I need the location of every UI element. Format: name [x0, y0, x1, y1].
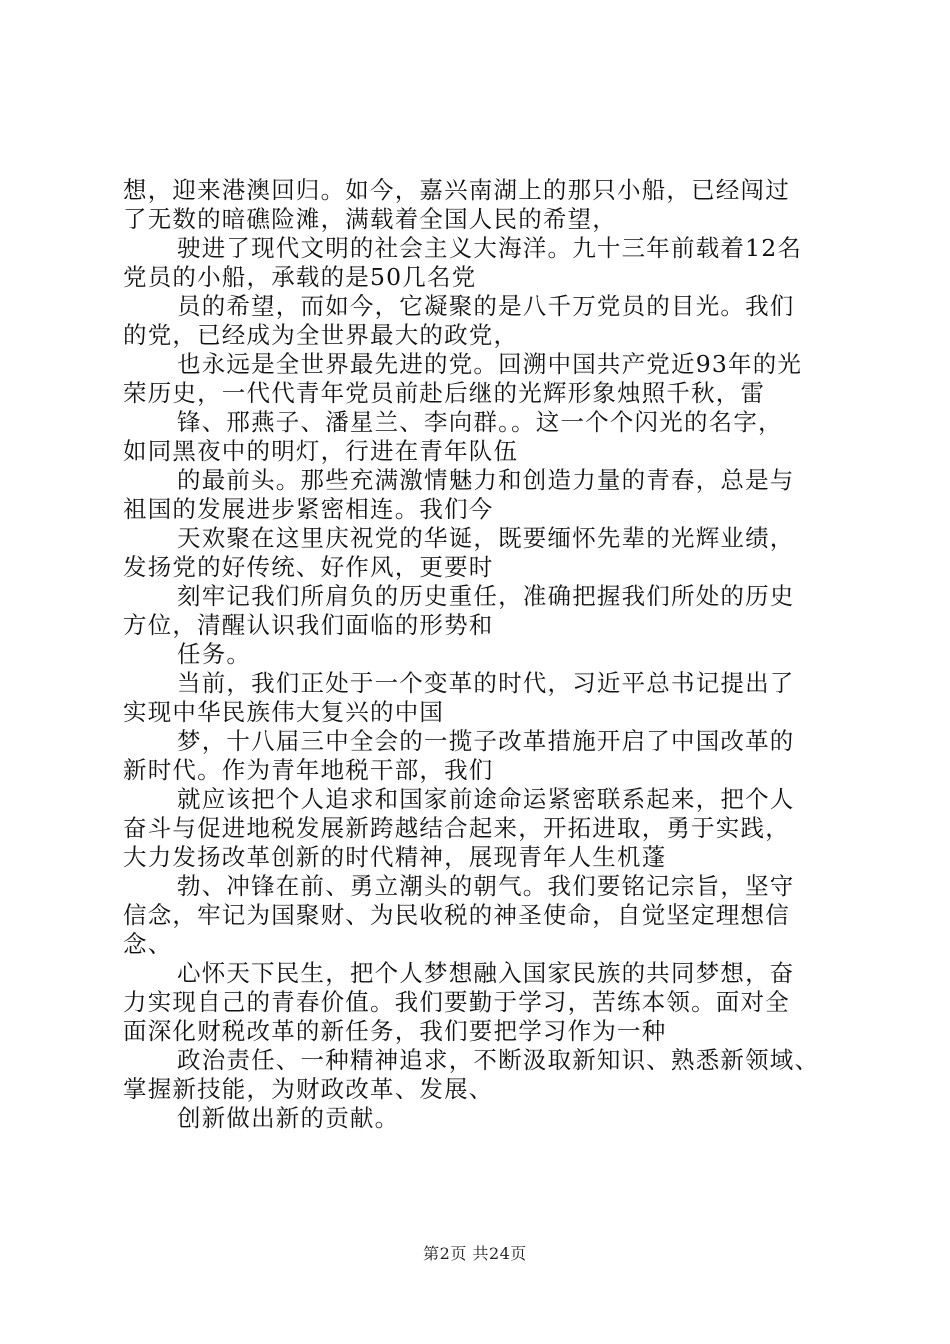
page-footer: 第2页 共24页 — [423, 1244, 527, 1263]
text-line: 荣历史，一代代青年党员前赴后继的光辉形象烛照千秋，雷 — [123, 379, 766, 407]
text-line: 方位，清醒认识我们面临的形势和 — [123, 611, 494, 639]
text-line: 天欢聚在这里庆祝党的华诞，既要缅怀先辈的光辉业绩， — [177, 524, 795, 552]
text-line: 了无数的暗礁险滩，满载着全国人民的希望， — [123, 205, 617, 233]
text-line: 当前，我们正处于一个变革的时代，习近平总书记提出了 — [177, 669, 795, 697]
text-line: 的最前头。那些充满激情魅力和创造力量的青春，总是与 — [177, 466, 795, 494]
text-line: 发扬党的好传统、好作风，更要时 — [123, 553, 494, 581]
text-line: 梦，十八届三中全会的一揽子改革措施开启了中国改革的 — [177, 727, 795, 755]
text-line: 政治责任、一种精神追求，不断汲取新知识、熟悉新领域、 — [177, 1046, 820, 1074]
text-line: 信念，牢记为国聚财、为民收税的神圣使命，自觉坚定理想信 — [123, 901, 790, 929]
text-line: 想，迎来港澳回归。如今，嘉兴南湖上的那只小船，已经闯过 — [123, 176, 790, 204]
text-line: 刻牢记我们所肩负的历史重任，准确把握我们所处的历史 — [177, 582, 795, 610]
text-line: 驶进了现代文明的社会主义大海洋。九十三年前载着12名 — [177, 234, 803, 262]
text-line: 心怀天下民生，把个人梦想融入国家民族的共同梦想，奋 — [177, 959, 795, 987]
text-line: 党员的小船，承载的是50几名党 — [123, 263, 477, 291]
document-body — [123, 176, 843, 1133]
text-line: 祖国的发展进步紧密相连。我们今 — [123, 495, 494, 523]
text-line: 员的希望，而如今，它凝聚的是八千万党员的目光。我们 — [177, 292, 795, 320]
text-line: 的党，已经成为全世界最大的政党， — [123, 321, 519, 349]
text-line: 念、 — [123, 930, 173, 958]
text-line: 掌握新技能，为财政改革、发展、 — [123, 1075, 494, 1103]
text-line: 也永远是全世界最先进的党。回溯中国共产党近93年的光 — [177, 350, 803, 378]
text-line: 大力发扬改革创新的时代精神，展现青年人生机蓬 — [123, 843, 667, 871]
text-line: 锋、邢燕子、潘星兰、李向群。。这一个个闪光的名字， — [177, 408, 783, 436]
text-line: 新时代。作为青年地税干部，我们 — [123, 756, 494, 784]
text-line: 创新做出新的贡献。 — [177, 1104, 400, 1132]
text-line: 奋斗与促进地税发展新跨越结合起来，开拓进取，勇于实践， — [123, 814, 790, 842]
text-line: 就应该把个人追求和国家前途命运紧密联系起来，把个人 — [177, 785, 795, 813]
text-line: 面深化财税改革的新任务，我们要把学习作为一种 — [123, 1017, 667, 1045]
text-line: 实现中华民族伟大复兴的中国 — [123, 698, 445, 726]
text-line: 如同黑夜中的明灯，行进在青年队伍 — [123, 437, 519, 465]
text-line: 勃、冲锋在前、勇立潮头的朝气。我们要铭记宗旨，坚守 — [177, 872, 795, 900]
text-line: 任务。 — [177, 640, 252, 668]
text-line: 力实现自己的青春价值。我们要勤于学习，苦练本领。面对全 — [123, 988, 790, 1016]
